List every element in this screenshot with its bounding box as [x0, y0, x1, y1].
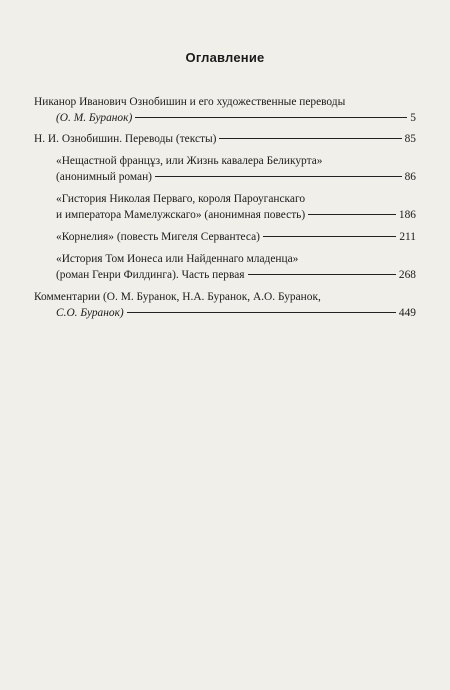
toc-page-number: 85 — [404, 133, 416, 145]
toc-entry-last-line — [56, 169, 416, 185]
toc-page-number: 211 — [399, 231, 416, 243]
toc-entry-last-line — [56, 207, 416, 223]
toc-entry-subtitle: и императора Мамелужскаго» (анонимная повесть) — [56, 209, 306, 221]
toc-page-number: 86 — [404, 171, 416, 183]
toc-entry-last-line — [56, 267, 416, 283]
toc-page-number: 449 — [398, 307, 416, 319]
toc-entry-text: «Гистория Николая Перваго, короля Пароуганскаго — [56, 193, 306, 205]
toc-entry-last-line — [34, 305, 416, 321]
toc-entry-nikolay-perviy[interactable] — [34, 191, 416, 223]
toc-entry-text: «Нещастной францұз, или Жизнь кавалера Беликурта» — [56, 155, 323, 167]
toc-entry-last-line — [34, 110, 416, 126]
toc-entry-author: (О. М. Буранок) — [56, 112, 133, 124]
toc-entry-neshchastnoy-franczuz[interactable] — [34, 153, 416, 185]
toc-entry-text: «История Том Ионеса или Найденнаго младенца» — [56, 253, 299, 265]
dot-leader — [155, 176, 402, 177]
dot-leader — [263, 236, 396, 237]
toc-entry-subtitle: (анонимный роман) — [56, 171, 152, 183]
toc-entry-last-line — [56, 229, 416, 245]
toc-entry-last-line — [34, 131, 416, 147]
dot-leader — [127, 312, 396, 313]
toc-page-number: 268 — [398, 269, 416, 281]
toc-entry-text: Н. И. Ознобишин. Переводы (тексты) — [34, 133, 217, 145]
dot-leader — [248, 274, 396, 275]
toc-entry-korneliya[interactable] — [34, 229, 416, 245]
toc-entry-author: С.О. Буранок) — [56, 307, 124, 319]
dot-leader — [135, 117, 407, 118]
toc-entry-subtitle: (роман Генри Филдинга). Часть первая — [56, 269, 245, 281]
toc-entry-introduction[interactable] — [34, 94, 416, 126]
table-of-contents — [34, 94, 416, 327]
toc-entry-text: Никанор Иванович Ознобишин и его художественные переводы — [34, 96, 346, 108]
dot-leader — [308, 214, 396, 215]
toc-page-number: 5 — [410, 112, 416, 124]
toc-entry-translations[interactable] — [34, 131, 416, 147]
toc-entry-text: «Корнелия» (повесть Мигеля Сервантеса) — [56, 231, 260, 243]
toc-entry-text: Комментарии (О. М. Буранок, Н.А. Буранок, А.О. Буранок, — [34, 291, 321, 303]
toc-page-number: 186 — [398, 209, 416, 221]
toc-entry-tom-jones[interactable] — [34, 251, 416, 283]
toc-entry-commentary[interactable] — [34, 289, 416, 321]
dot-leader — [219, 138, 401, 139]
page-title: Оглавление — [185, 50, 265, 65]
